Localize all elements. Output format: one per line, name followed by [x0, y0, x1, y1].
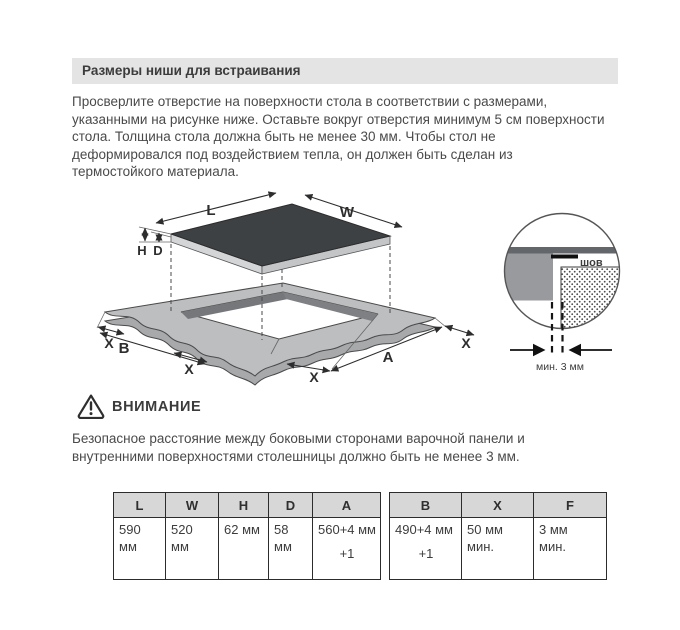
cell-W: 520 мм: [166, 518, 219, 580]
col-header-H: H: [219, 493, 269, 518]
dim-label-X-left: X: [104, 335, 114, 351]
dim-line-X-left: [98, 327, 124, 334]
dim-label-D: D: [153, 243, 163, 258]
gap-detail-diagram: [496, 208, 628, 383]
cell-B: 490+4 мм +1: [390, 518, 462, 580]
cooktop: [171, 204, 390, 274]
warning-title: ВНИМАНИЕ: [112, 399, 202, 415]
col-header-D: D: [269, 493, 313, 518]
cell-F: 3 мм мин.: [534, 518, 607, 580]
min-gap-label: мин. 3 мм: [536, 361, 584, 373]
dim-line-X-right: [445, 326, 474, 335]
installation-diagram: [95, 190, 495, 390]
dim-label-X-bottom-middle: X: [309, 369, 319, 385]
dim-label-W: W: [339, 204, 355, 221]
dim-label-X-bottom-left: X: [184, 361, 194, 377]
cell-A: 560+4 мм +1: [313, 518, 381, 580]
page-title: Размеры ниши для встраивания: [82, 63, 301, 78]
seam-mark: [551, 255, 578, 259]
dimensions-table-left: [113, 492, 381, 580]
countertop-slab: [105, 283, 435, 385]
col-header-F: F: [534, 493, 607, 518]
dim-label-L: L: [206, 202, 216, 219]
table-row: [390, 518, 607, 580]
col-header-W: W: [166, 493, 219, 518]
intro-paragraph: Просверлите отверстие на поверхности стола в соответствии с размерами, указанными на рисунке ниже. Оставьте вокруг отверстия минимум 5 см поверхности стола. Толщина стола должна быть не менее 30 мм. Чтобы стол не деформировался под воздействием тепла, он должен быть сделан из термостойкого материала.: [72, 94, 605, 179]
warning-triangle-icon: [77, 393, 105, 419]
table-row: [114, 518, 381, 580]
col-header-A: A: [313, 493, 381, 518]
dim-label-A: A: [382, 349, 394, 366]
cell-H: 62 мм: [219, 518, 269, 580]
seam-label: шов: [580, 257, 603, 269]
section-title-bar: [72, 58, 618, 84]
col-header-X: X: [462, 493, 534, 518]
cell-L: 590 мм: [114, 518, 166, 580]
dim-label-B: B: [118, 340, 130, 357]
glass-cross-section: [496, 247, 628, 254]
dim-label-X-right: X: [461, 335, 471, 351]
cell-X: 50 мм мин.: [462, 518, 534, 580]
warning-paragraph: Безопасное расстояние между боковыми сторонами варочной панели и внутренними поверхностями столешницы должно быть не менее 3 мм.: [72, 431, 525, 464]
dimensions-table-right: [389, 492, 607, 580]
col-header-B: B: [390, 493, 462, 518]
cooktop-glass-top: [171, 204, 390, 266]
cell-D: 58 мм: [269, 518, 313, 580]
dim-label-H: H: [137, 243, 147, 258]
col-header-L: L: [114, 493, 166, 518]
